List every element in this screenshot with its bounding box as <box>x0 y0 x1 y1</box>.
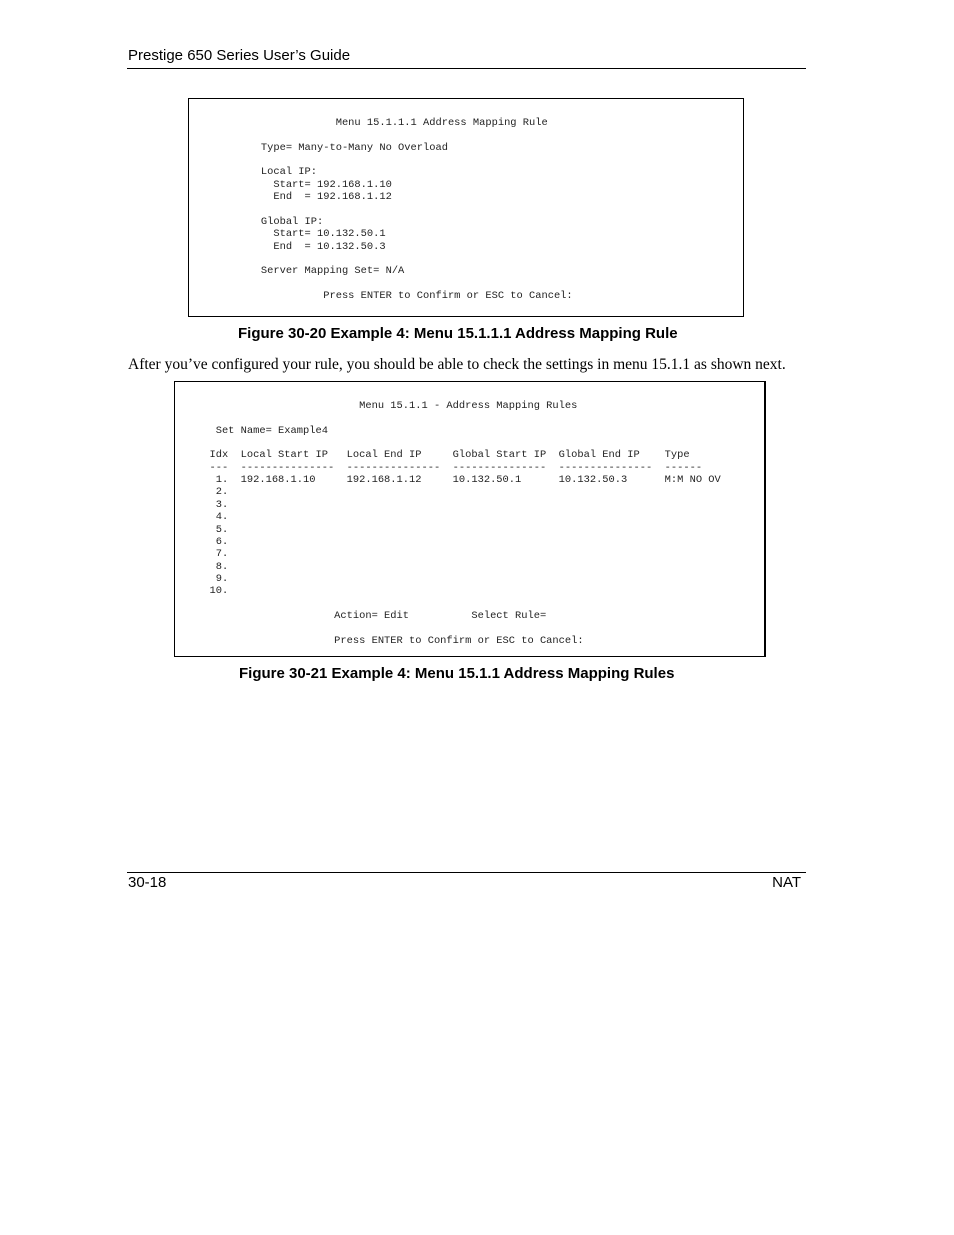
terminal-line: Type= Many-to-Many No Overload <box>211 141 448 154</box>
terminal-line: 10. <box>197 585 229 598</box>
footer-page-number: 30-18 <box>128 874 167 891</box>
terminal-line: 9. <box>197 572 229 585</box>
terminal-line: 3. <box>197 498 229 511</box>
terminal-line: Start= 192.168.1.10 <box>211 178 392 191</box>
terminal-line: Start= 10.132.50.1 <box>211 228 386 241</box>
terminal-line: Global IP: <box>211 215 324 228</box>
terminal-line: End = 192.168.1.12 <box>211 191 392 204</box>
terminal-line: 1. 192.168.1.10 192.168.1.12 10.132.50.1 10.132.50.3 M:M NO OV <box>197 474 721 487</box>
terminal-line: 5. <box>197 523 229 536</box>
figure-terminal-address-mapping-rules <box>174 381 766 657</box>
terminal-line: Menu 15.1.1 - Address Mapping Rules <box>197 400 578 412</box>
terminal-line: 8. <box>197 560 229 573</box>
terminal-line: Local IP: <box>211 166 318 179</box>
page-header-title: Prestige 650 Series User’s Guide <box>128 47 351 64</box>
terminal-line: End = 10.132.50.3 <box>211 240 386 253</box>
figure-terminal-address-mapping-rule <box>188 98 744 317</box>
body-paragraph: After you’ve configured your rule, you should be able to check the settings in menu 15.1.1 as shown next. <box>128 356 786 373</box>
terminal-line: Server Mapping Set= N/A <box>211 265 405 278</box>
header-divider <box>127 68 806 69</box>
terminal-line: Press ENTER to Confirm or ESC to Cancel: <box>211 289 573 302</box>
terminal-line: Menu 15.1.1.1 Address Mapping Rule <box>211 117 548 129</box>
footer-divider <box>127 872 806 873</box>
figure-caption-30-20: Figure 30-20 Example 4: Menu 15.1.1.1 Address Mapping Rule <box>238 325 678 342</box>
terminal-line: --- --------------- --------------- --------------- --------------- ------ <box>197 461 703 474</box>
terminal-line: 4. <box>197 511 229 524</box>
figure-caption-30-21: Figure 30-21 Example 4: Menu 15.1.1 Address Mapping Rules <box>239 665 675 682</box>
terminal-line: Press ENTER to Confirm or ESC to Cancel: <box>197 634 584 647</box>
terminal-line: 7. <box>197 548 229 561</box>
terminal-line: Action= Edit Select Rule= <box>197 609 547 622</box>
footer-section: NAT <box>772 874 801 891</box>
terminal-line: 2. <box>197 486 229 499</box>
terminal-line: Set Name= Example4 <box>197 424 328 437</box>
terminal-line: 6. <box>197 535 229 548</box>
terminal-line: Idx Local Start IP Local End IP Global Start IP Global End IP Type <box>197 449 690 462</box>
